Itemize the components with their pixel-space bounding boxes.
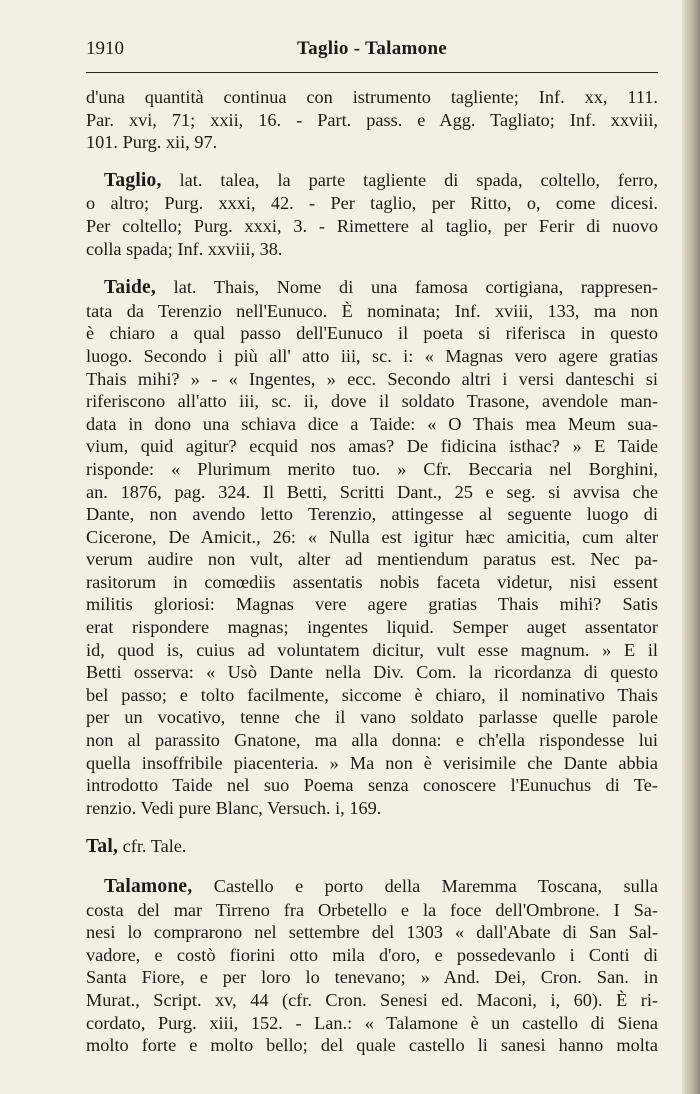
- page-header: [86, 38, 658, 64]
- text-line: renzio. Vedi pure Blanc, Versuch. i, 169.: [86, 797, 382, 818]
- text-line: Cicerone, De Amicit., 26: « Nulla est igitur hæc amicitia, cum alter: [86, 526, 658, 547]
- text-line: cordato, Purg. xiii, 152. - Lan.: « Talamone è un castello di Siena: [86, 1012, 658, 1033]
- text-span: cfr. Tale.: [118, 836, 187, 857]
- headword: Taide,: [104, 277, 156, 299]
- headword: Talamone,: [104, 876, 193, 897]
- text-line: è chiaro a qual passo dell'Eunuco il poeta si riferisca in questo: [86, 323, 658, 344]
- text-line: quella insoffribile piacenteria. » Ma non è verisimile che Dante abbia: [86, 752, 658, 773]
- text-line: luogo. Secondo i più all' atto iii, sc. i: « Magnas vero agere gratias: [86, 345, 658, 366]
- text-line: nesi lo comprarono nel settembre del 1303 « dall'Abate di San Sal-: [86, 922, 658, 943]
- entry-tal: [86, 835, 658, 859]
- text-line: bel passo; e tolto facilmente, siccome è chiaro, il nominativo Thais: [86, 684, 658, 705]
- text-line: Per coltello; Purg. xxxi, 3. - Rimettere al taglio, per Ferir di nuovo: [86, 215, 658, 236]
- text-line: molto forte e molto bello; del quale castello li sanesi hanno molta: [86, 1035, 658, 1056]
- header-rule: [86, 72, 658, 73]
- text-line: riferiscono all'atto iii, sc. ii, dove il soldato Trasone, avendole man-: [86, 391, 658, 412]
- text-line: o altro; Purg. xxxi, 42. - Per taglio, per Ritto, o, come dicesi.: [86, 193, 658, 214]
- text-line: [86, 169, 658, 193]
- text-line: an. 1876, pag. 324. Il Betti, Scritti Dant., 25 e seg. si avvisa che: [86, 481, 658, 502]
- text-line: Thais mihi? » - « Ingentes, » ecc. Secondo altri i versi danteschi si: [86, 368, 658, 389]
- page-body: [86, 86, 658, 1073]
- entry-talamone: [86, 875, 658, 1057]
- text-line: Santa Fiore, e per loro lo tenevano; » And. Dei, Cron. San. in: [86, 967, 658, 988]
- text-line: Par. xvi, 71; xxii, 16. - Part. pass. e Agg. Tagliato; Inf. xxviii,: [86, 109, 658, 130]
- text-line: militis gloriosi: Magnas vere agere gratias Thais mihi? Satis: [86, 594, 658, 615]
- text-span: lat. Thais, Nome di una famosa cortigiana, rappresen-: [155, 277, 658, 298]
- text-line: data in dono una schiava dice a Taide: « O Thais mea Meum sua-: [86, 413, 658, 434]
- text-line: [86, 875, 658, 899]
- headword: Tal,: [86, 836, 119, 858]
- text-line: vium, quid agitur? ecquid nos amas? De fidicina isthac? » E Taide: [86, 436, 658, 457]
- text-line: verum audire non vult, alter ad mentiendum paratus est. Nec pa-: [86, 549, 658, 570]
- text-line: erat rispondere magnas; ingentes liquid. Semper auget assentator: [86, 617, 658, 638]
- entry-continuation: [86, 86, 658, 154]
- text-line: Murat., Script. xv, 44 (cfr. Cron. Senesi ed. Maconi, i, 60). È ri-: [86, 989, 658, 1010]
- page-number: 1910: [86, 38, 124, 59]
- text-line: 101. Purg. xii, 97.: [86, 132, 218, 153]
- text-line: per un vocativo, tenne che il vano soldato parlasse quelle parole: [86, 707, 658, 728]
- entry-taglio: [86, 169, 658, 260]
- text-line: [86, 276, 658, 300]
- entry-taide: [86, 276, 658, 819]
- text-line: colla spada; Inf. xxviii, 38.: [86, 238, 283, 259]
- text-line: Betti osserva: « Usò Dante nella Div. Com. la ricordanza di questo: [86, 662, 658, 683]
- text-line: d'una quantità continua con istrumento tagliente; Inf. xx, 111.: [86, 87, 658, 107]
- text-line: rasitorum in comœdiis assentatis nobis faceta videtur, nisi essent: [86, 571, 658, 592]
- text-line: [86, 835, 658, 859]
- text-line: id, quod is, cuius ad voluntatem dicitur, vult esse magnum. » E il: [86, 639, 658, 660]
- text-span: lat. talea, la parte tagliente di spada, coltello, ferro,: [161, 169, 658, 190]
- text-line: costa del mar Tirreno fra Orbetello e la foce dell'Ombrone. I Sa-: [86, 899, 658, 920]
- text-line: Dante, non avendo letto Terenzio, attingesse al seguente luogo di: [86, 504, 658, 525]
- text-line: non al parassito Gnatone, ma alla donna: e ch'ella rispondesse lui: [86, 730, 658, 751]
- running-head: Taglio - Talamone: [296, 38, 448, 59]
- text-line: tata da Terenzio nell'Eunuco. È nominata; Inf. xviii, 133, ma non: [86, 300, 658, 321]
- text-line: vadore, e costò fiorini otto mila d'oro, e possedevanlo i Conti di: [86, 944, 658, 965]
- text-line: risponde: « Plurimum merito tuo. » Cfr. Beccaria nel Borghini,: [86, 458, 658, 479]
- page-edge: [682, 0, 700, 1094]
- headword: Taglio,: [104, 169, 162, 191]
- text-line: introdotto Taide nel suo Poema senza conoscere l'Eunuchus di Te-: [86, 775, 658, 796]
- text-span: Castello e porto della Maremma Toscana, sulla: [192, 876, 658, 896]
